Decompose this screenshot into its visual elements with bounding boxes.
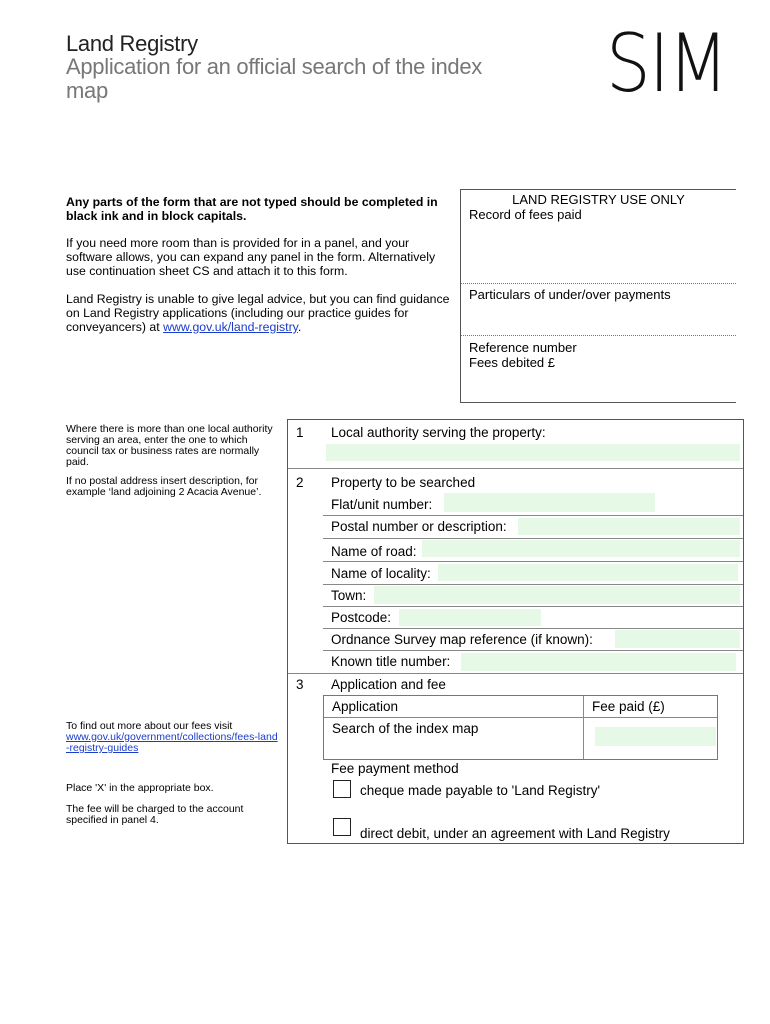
land-registry-link[interactable]: www.gov.uk/land-registry [163,320,298,334]
divider [288,468,743,469]
panel-3-label: Application and fee [331,677,446,692]
divider [323,538,743,539]
panel-1-label: Local authority serving the property: [331,425,546,440]
road-label: Name of road: [331,544,417,559]
title-number-label: Known title number: [331,654,451,669]
divider [324,717,717,718]
fee-col-header: Fee paid (£) [592,699,665,714]
fee-paid-input[interactable] [595,727,716,746]
postcode-input[interactable] [399,609,541,626]
panel-2-number: 2 [296,475,304,490]
divider [323,650,743,651]
note-local-authority: Where there is more than one local authority serving an area, enter the one to which council tax or business rates are normally paid. [66,423,273,468]
os-reference-label: Ordnance Survey map reference (if known): [331,632,593,647]
title-number-input[interactable] [461,653,736,671]
fees-debited-label: Fees debited £ [469,355,556,370]
panel-3-number: 3 [296,677,304,692]
intro-bold: Any parts of the form that are not typed should be completed in black ink and in block capitals. [66,195,438,223]
application-cell: Search of the index map [332,721,479,736]
intro-para-1: If you need more room than is provided for in a panel, and your software allows, you can expand any panel in the form. Alternatively use continuation sheet CS and attach it to this form. [66,236,436,278]
org-name: Land Registry [66,31,198,56]
divider [323,628,743,629]
note-fee-account: The fee will be charged to the account specified in panel 4. [66,803,244,826]
flat-number-input[interactable] [444,493,655,512]
note-postal-address: If no postal address insert description, for example ‘land adjoining 2 Acacia Avenue’. [66,475,262,498]
os-reference-input[interactable] [615,630,740,648]
divider [323,606,743,607]
application-col-header: Application [332,699,399,714]
fee-table [323,695,718,760]
cheque-option-label: cheque made payable to 'Land Registry' [360,783,601,798]
divider [288,673,743,674]
particulars-label: Particulars of under/over payments [469,287,671,302]
office-use-title: LAND REGISTRY USE ONLY [512,192,685,207]
town-label: Town: [331,588,367,603]
postal-number-label: Postal number or description: [331,519,507,534]
panel-1-number: 1 [296,425,304,440]
office-use-top-rule [461,189,736,190]
form-panels [287,419,744,844]
note-fees-text: To find out more about our fees visit [66,720,233,732]
divider [461,335,736,336]
note-place-x: Place 'X' in the appropriate box. [66,782,214,794]
note-fees [66,721,282,754]
direct-debit-checkbox[interactable] [333,818,351,836]
intro-para-2 [66,292,451,334]
reference-label: Reference number [469,340,577,355]
cheque-checkbox[interactable] [333,780,351,798]
postal-number-input[interactable] [518,518,740,535]
divider [583,696,584,759]
panel-2-label: Property to be searched [331,475,476,490]
town-input[interactable] [374,586,740,604]
form-title: Application for an official search of the index map [66,54,482,103]
payment-method-label: Fee payment method [331,761,459,776]
fees-record-label: Record of fees paid [469,207,582,222]
intro-para-2-text: Land Registry is unable to give legal advice, but you can find guidance on Land Registry applications (including our practice guides for conveyancers) at [66,292,450,334]
locality-label: Name of locality: [331,566,431,581]
divider [323,515,743,516]
local-authority-input[interactable] [326,444,740,461]
fees-guide-link[interactable]: www.gov.uk/government/collections/fees-land-registry-guides [66,731,278,754]
office-use-box [460,189,736,403]
road-input[interactable] [422,540,740,557]
form-code: SIM [606,17,727,110]
postcode-label: Postcode: [331,610,392,625]
intro-instructions [66,195,451,223]
direct-debit-option-label: direct debit, under an agreement with Land Registry [360,826,670,841]
intro-para-2-end: . [297,320,302,334]
locality-input[interactable] [438,564,738,581]
divider [323,561,743,562]
flat-number-label: Flat/unit number: [331,497,433,512]
divider [323,584,743,585]
divider [461,283,736,284]
